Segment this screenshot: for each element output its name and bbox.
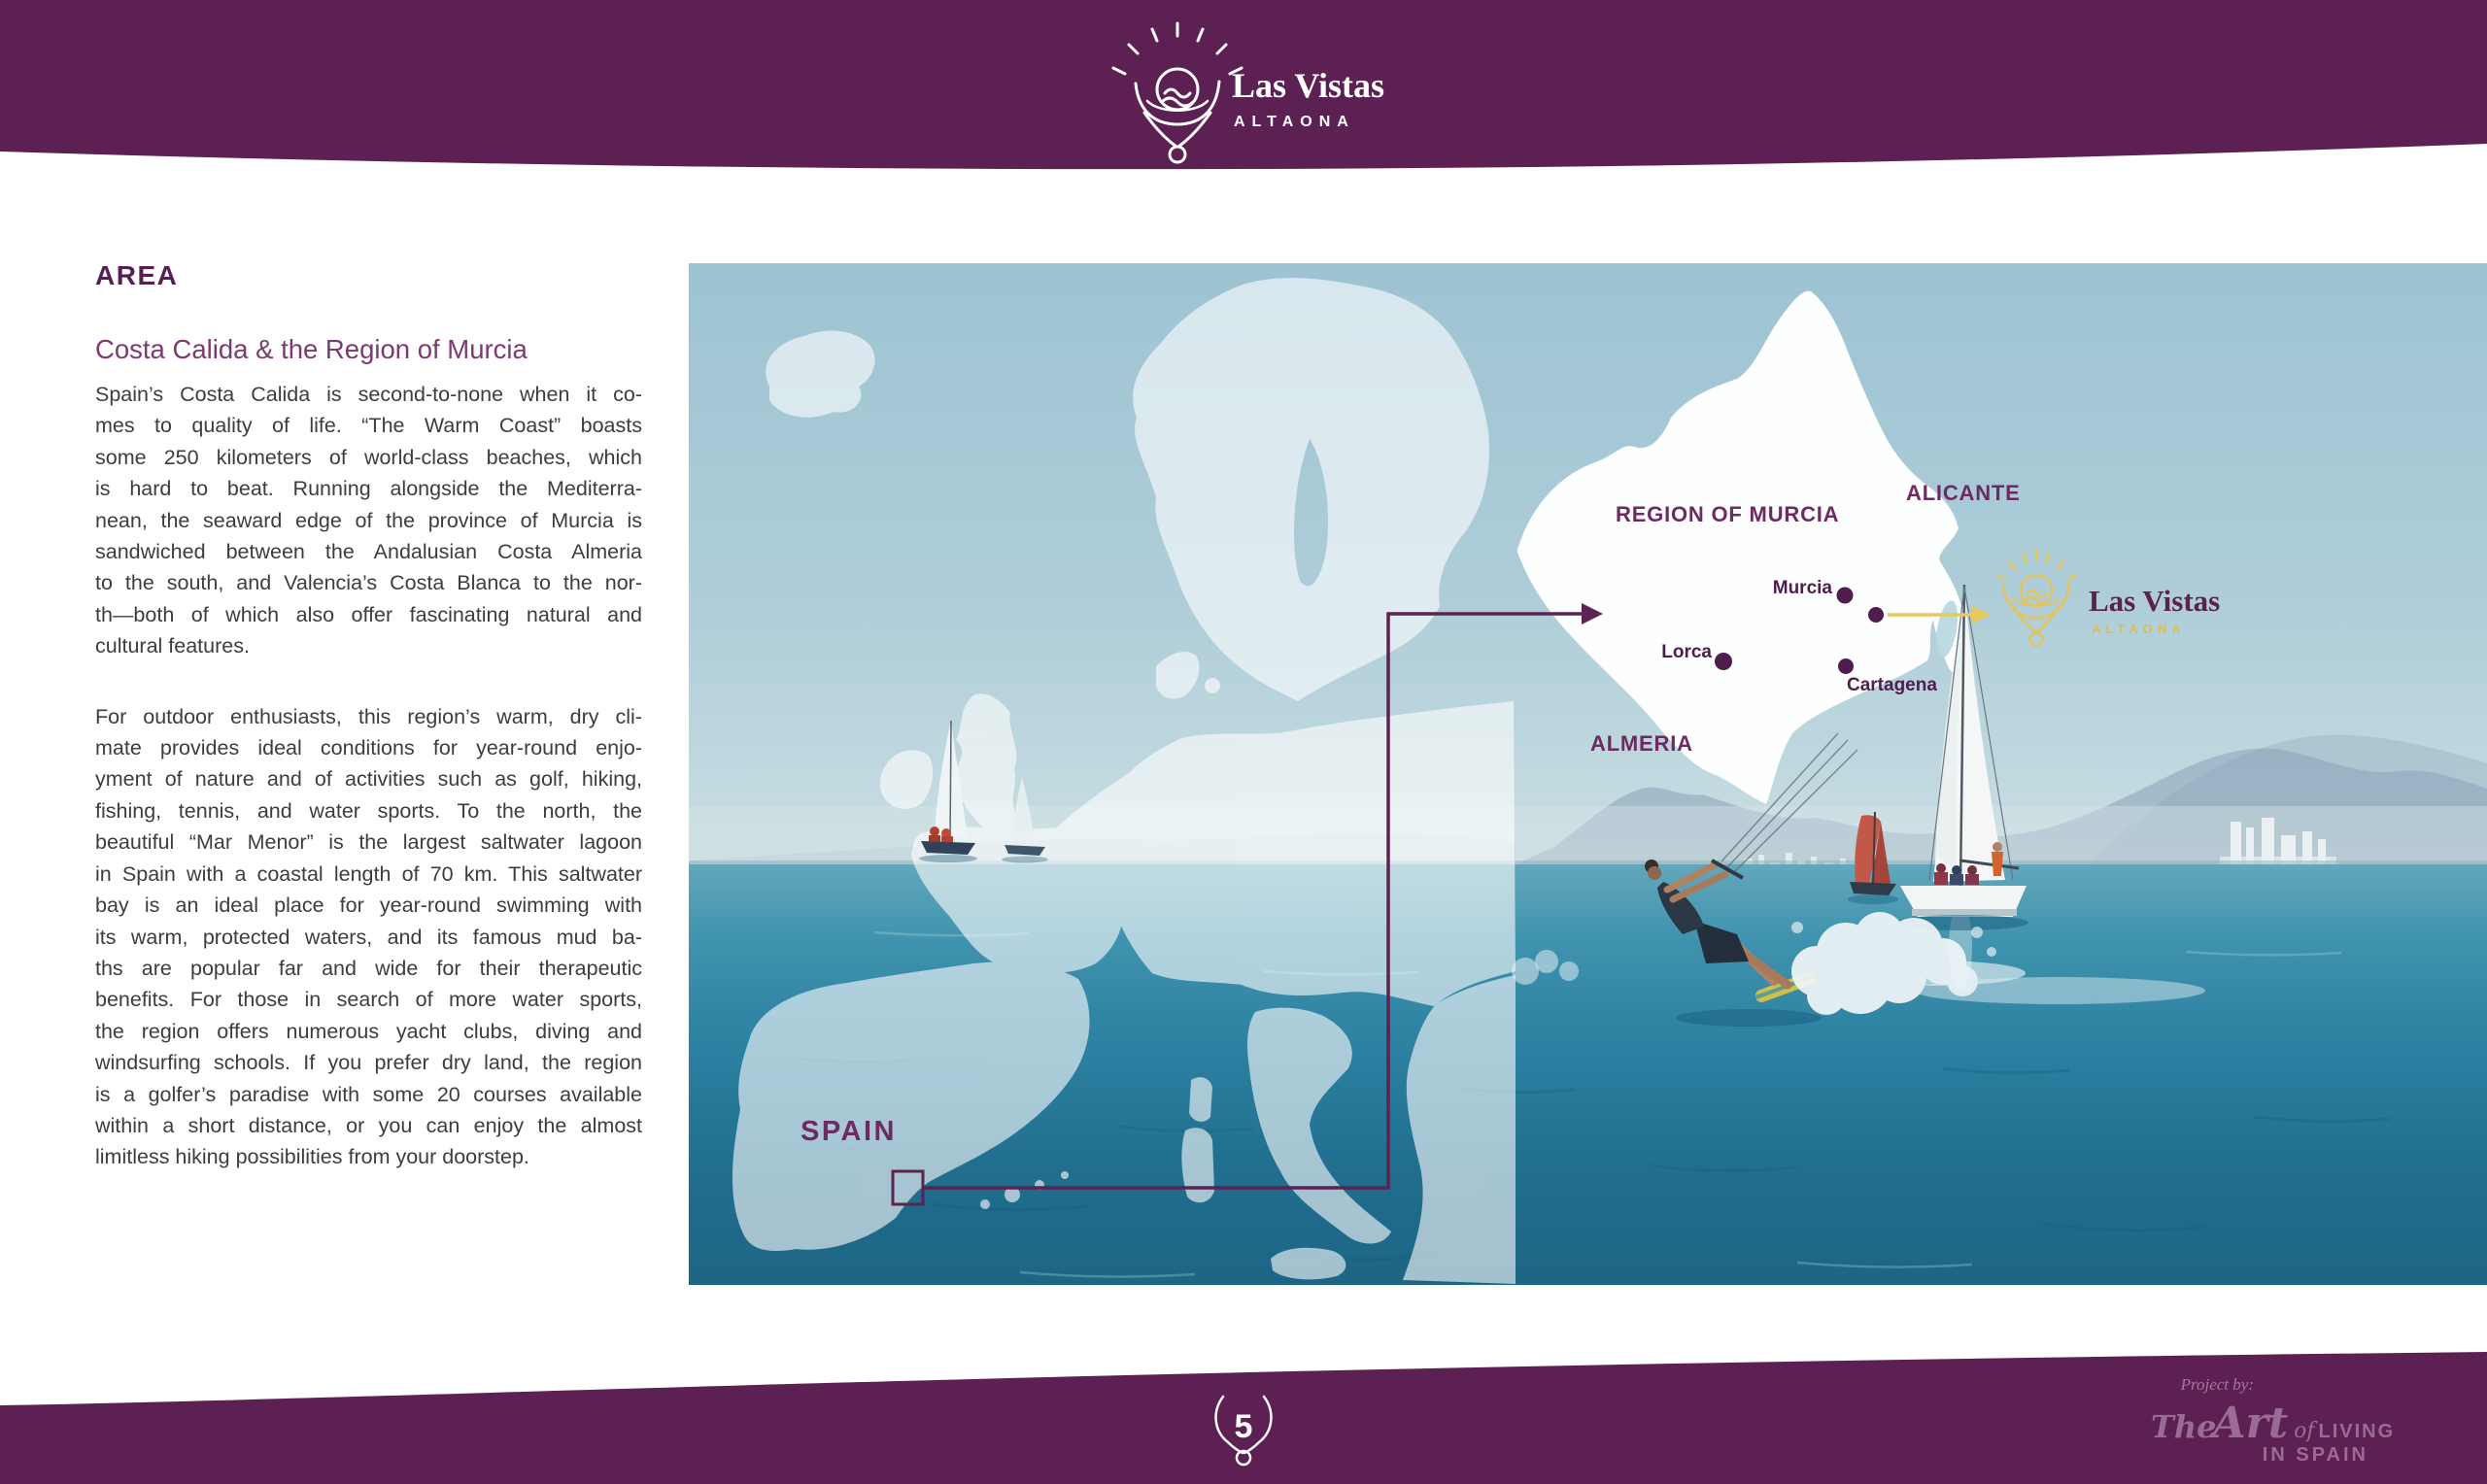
- region-of-murcia-label: REGION OF MURCIA: [1616, 502, 1840, 526]
- project-logo-living: LIVING: [2318, 1421, 2396, 1442]
- article-title: Costa Calida & the Region of Murcia: [95, 334, 528, 364]
- murcia-dot: [1837, 588, 1854, 604]
- project-logo: [2151, 1399, 2394, 1467]
- project-logo-in-spain: IN SPAIN: [2262, 1444, 2368, 1466]
- header-band: [0, 0, 2487, 204]
- lorca-city-label: Lorca: [1661, 642, 1712, 662]
- project-by-label: Project by:: [2180, 1375, 2254, 1394]
- area-map-photo: [689, 263, 2487, 1285]
- lorca-dot: [1715, 653, 1732, 670]
- brand-subname: ALTAONA: [1234, 114, 1355, 130]
- footer-band: [0, 1290, 2487, 1484]
- las-vistas-location-dot: [1868, 607, 1884, 623]
- section-kicker: AREA: [95, 260, 179, 290]
- body-paragraph: Spain’s Costa Calida is second-to-none when it co- mes to quality of life. “The Warm Coast” boasts some 250 kilometers of world-class beaches, which is hard to beat. Running alongside the Mediterra- nean, the seaward edge of the province of Murcia is sandwiched between the Andalusian Costa Almeria to the south, and Valencia’s Costa Blanca to the nor- th—both of which also offer fascinating natural and cultural features.: [95, 383, 642, 658]
- alicante-label: ALICANTE: [1906, 481, 2021, 505]
- cartagena-city-label: Cartagena: [1847, 675, 1937, 695]
- almeria-label: ALMERIA: [1590, 731, 1693, 756]
- page-number: 5: [1234, 1408, 1253, 1445]
- project-logo-of: of: [2294, 1419, 2315, 1443]
- brand-name: Las Vistas: [1232, 66, 1385, 105]
- project-logo-art: Art: [2212, 1399, 2289, 1448]
- spain-label: SPAIN: [801, 1116, 897, 1147]
- cartagena-dot: [1838, 658, 1854, 674]
- map-development-subname: ALTAONA: [2092, 622, 2186, 636]
- article-body: [95, 379, 642, 1212]
- map-sardinia: [1181, 1128, 1214, 1202]
- project-logo-the: The: [2151, 1408, 2217, 1445]
- murcia-city-label: Murcia: [1772, 578, 1832, 598]
- body-paragraph: For outdoor enthusiasts, this region’s warm, dry cli- mate provides ideal conditions for year-round enjo- yment of nature and of activities such as golf, hiking, fishing, tennis, and water sports. To the north, the beautiful “Mar Menor” is the largest saltwater lagoon in Spain with a coastal length of 70 km. This saltwater bay is an ideal place for year-round swimming with its warm, protected waters, and its famous mud ba- ths are popular far and wide for their therapeutic benefits. For those in search of more water sports, the region offers numerous yacht clubs, diving and windsurfing schools. If you prefer dry land, the region is a golfer’s paradise with some 20 courses available within a short distance, or you can enjoy the almost limitless hiking possibilities from your doorstep.: [95, 704, 642, 1169]
- project-logo-line1: [2151, 1399, 2394, 1448]
- map-development-name: Las Vistas: [2089, 584, 2221, 618]
- map-sicily: [1271, 1248, 1346, 1280]
- map-corsica: [1189, 1077, 1212, 1122]
